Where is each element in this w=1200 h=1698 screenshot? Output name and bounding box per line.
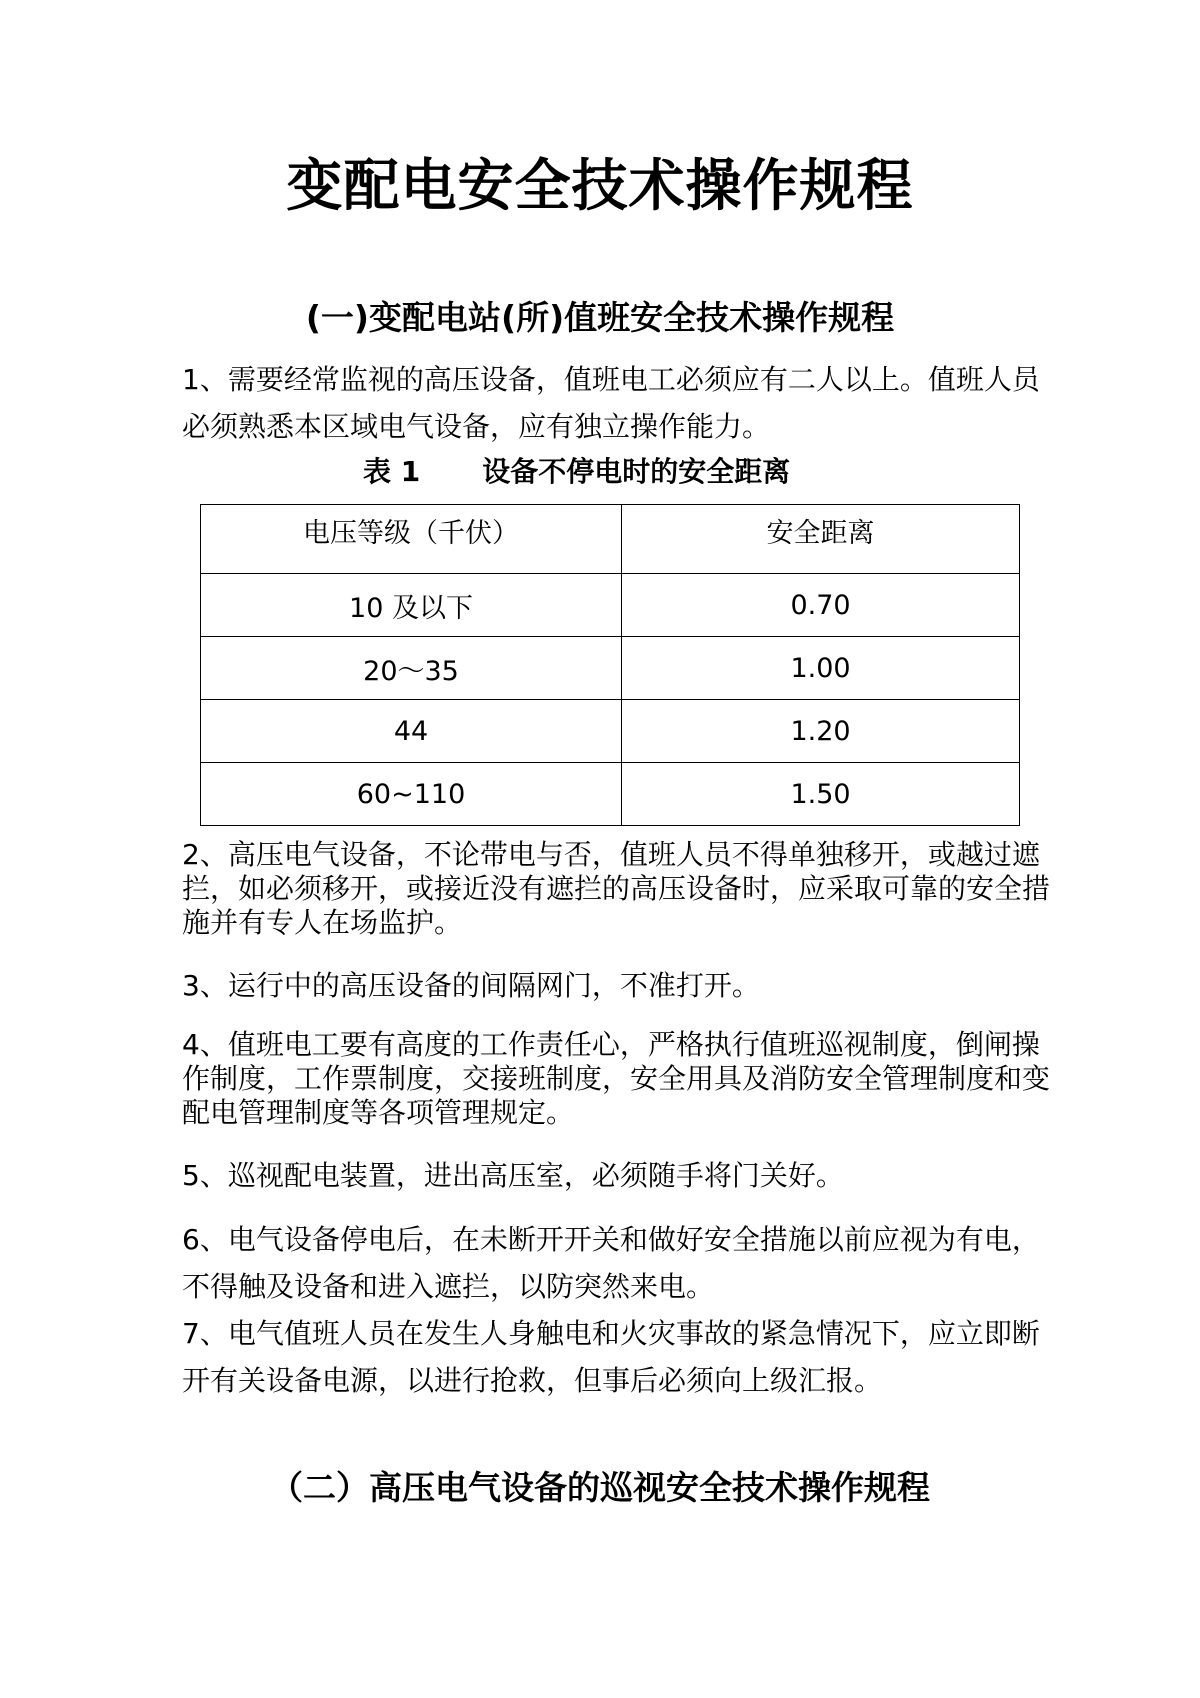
- document-title: 变配电安全技术操作规程: [286, 154, 914, 219]
- section-heading-2: （二）高压电气设备的巡视安全技术操作规程: [270, 1468, 930, 1507]
- paragraph-item-1: 1、需要经常监视的高压设备，值班电工必须应有二人以上。值班人员必须熟悉本区域电气设备，应有独立操作能力。: [182, 363, 1040, 443]
- paragraph-item-3: 3、运行中的高压设备的间隔网门，不准打开。: [182, 969, 760, 1002]
- paragraph-item-6: 6、电气设备停电后，在未断开开关和做好安全措施以前应视为有电，不得触及设备和进入遮拦，以防突然来电。: [182, 1223, 1040, 1303]
- distance-cell: 1.20: [622, 700, 1020, 763]
- voltage-cell: 60~110: [201, 763, 622, 826]
- distance-cell: 0.70: [622, 574, 1020, 637]
- paragraph-item-2: 2、高压电气设备，不论带电与否，值班人员不得单独移开，或越过遮拦，如必须移开，或接近没有遮拦的高压设备时，应采取可靠的安全措施并有专人在场监护。: [182, 838, 1051, 939]
- table-label: 表 1: [363, 455, 421, 488]
- table-caption-text: 设备不停电时的安全距离: [482, 455, 791, 488]
- safety-distance-table: [200, 504, 1020, 826]
- voltage-cell: 20～35: [201, 637, 622, 700]
- distance-cell: 1.50: [622, 763, 1020, 826]
- table-caption: [363, 452, 790, 492]
- table-row: [201, 637, 1020, 700]
- paragraph-item-7: 7、电气值班人员在发生人身触电和火灾事故的紧急情况下，应立即断开有关设备电源，以进行抢救，但事后必须向上级汇报。: [182, 1317, 1040, 1397]
- table-header-row: [201, 505, 1020, 574]
- paragraph-item-4: 4、值班电工要有高度的工作责任心，严格执行值班巡视制度，倒闸操作制度，工作票制度，交接班制度，安全用具及消防安全管理制度和变配电管理制度等各项管理规定。: [182, 1028, 1051, 1129]
- section-heading-1: (一)变配电站(所)值班安全技术操作规程: [305, 298, 895, 337]
- paragraph-item-5: 5、巡视配电装置，进出高压室，必须随手将门关好。: [182, 1159, 844, 1192]
- voltage-cell: 44: [201, 700, 622, 763]
- voltage-cell: 10 及以下: [201, 574, 622, 637]
- header-safety-distance: 安全距离: [622, 505, 1020, 574]
- header-voltage-level: 电压等级（千伏）: [201, 505, 622, 574]
- distance-cell: 1.00: [622, 637, 1020, 700]
- table-row: [201, 700, 1020, 763]
- table-row: [201, 763, 1020, 826]
- table-row: [201, 574, 1020, 637]
